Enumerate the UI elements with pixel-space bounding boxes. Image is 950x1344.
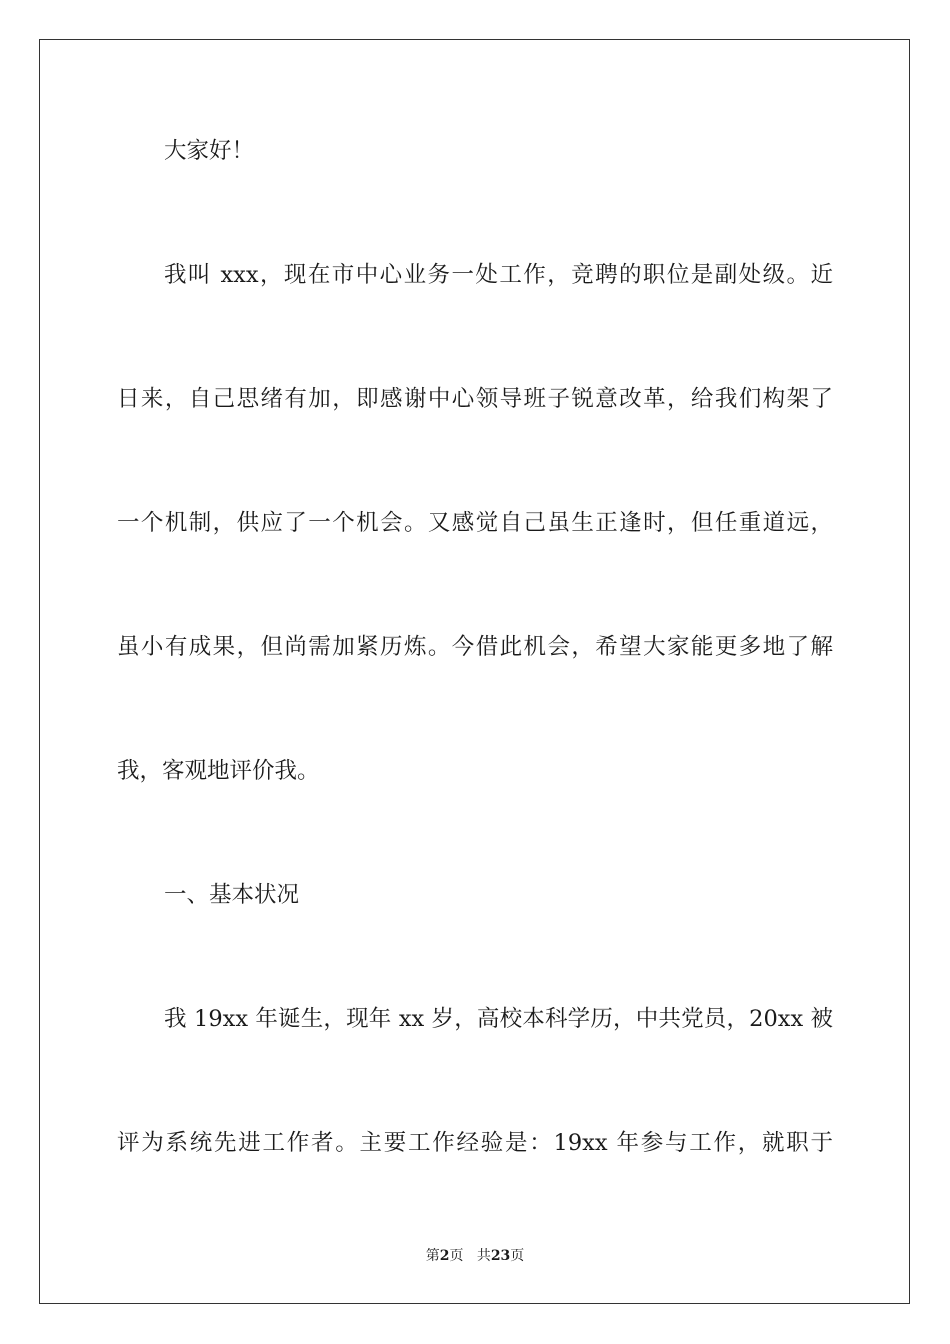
paragraph-line: 日来，自己思绪有加，即感谢中心领导班子锐意改革，给我们构架了 xyxy=(117,386,833,412)
paragraph-line: 我叫 xxx，现在市中心业务一处工作，竞聘的职位是副处级。近 xyxy=(164,262,833,288)
paragraph-line: 一个机制，供应了一个机会。又感觉自己虽生正逢时，但任重道远， xyxy=(117,510,833,536)
paragraph-line: 我 19xx 年诞生，现年 xx 岁，高校本科学历，中共党员，20xx 被 xyxy=(164,1006,833,1032)
page-prefix: 第 xyxy=(425,1248,440,1264)
page-border xyxy=(39,39,910,1304)
total-pages: 23 xyxy=(490,1248,511,1264)
paragraph-line: 评为系统先进工作者。主要工作经验是：19xx 年参与工作，就职于 xyxy=(117,1130,833,1156)
greeting-line: 大家好！ xyxy=(164,138,255,164)
page-suffix: 页 xyxy=(449,1248,464,1264)
section-heading: 一、基本状况 xyxy=(164,882,300,908)
page-number: 2 xyxy=(439,1248,450,1264)
paragraph-line: 虽小有成果，但尚需加紧历炼。今借此机会，希望大家能更多地了解 xyxy=(117,634,833,660)
total-prefix: 共 xyxy=(476,1248,491,1264)
paragraph-line: 我，客观地评价我。 xyxy=(117,758,320,784)
total-suffix: 页 xyxy=(510,1248,525,1264)
page-footer xyxy=(0,1246,950,1266)
